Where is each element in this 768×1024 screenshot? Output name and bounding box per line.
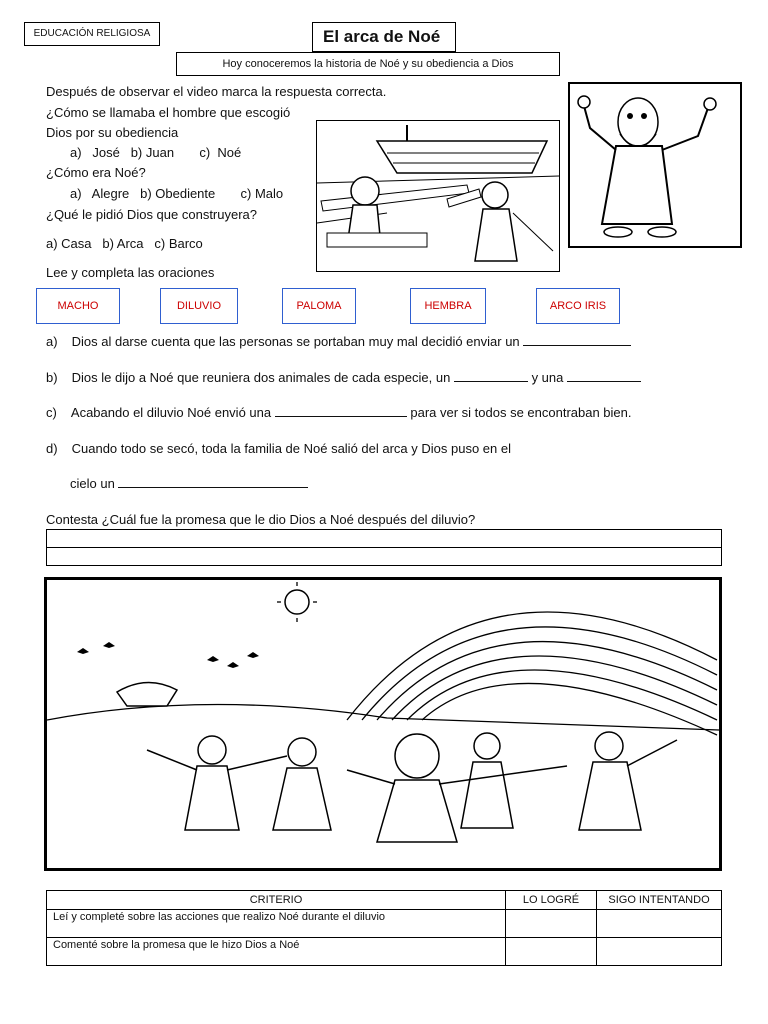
question-2: ¿Cómo era Noé?: [46, 165, 146, 180]
sentence-a: [46, 334, 631, 350]
sentence-a-letter: a): [46, 334, 58, 349]
rubric-check-intentando-2[interactable]: [597, 938, 722, 966]
sentence-d-text: Cuando todo se secó, toda la familia de Noé salió del arca y Dios puso en el: [71, 441, 511, 456]
word-bank-diluvio: DILUVIO: [160, 288, 238, 324]
blank-c[interactable]: [275, 405, 407, 417]
rubric-criterion-1: Leí y completé sobre las acciones que realizo Noé durante el diluvio: [47, 910, 506, 938]
ark-building-drawing: [317, 121, 560, 272]
subject-label: EDUCACIÓN RELIGIOSA: [24, 22, 160, 46]
sentence-d-letter: d): [46, 441, 58, 456]
sentence-b-mid: y una: [531, 370, 564, 385]
blank-a[interactable]: [523, 334, 631, 346]
rubric-check-logre-1[interactable]: [506, 910, 597, 938]
sentence-d: [46, 441, 511, 457]
blank-b-1[interactable]: [454, 370, 528, 382]
question-3: ¿Qué le pidió Dios que construyera?: [46, 207, 258, 222]
rubric-table: [46, 890, 722, 966]
page-title: El arca de Noé: [312, 22, 456, 52]
word-bank-arco-iris: ARCO IRIS: [536, 288, 620, 324]
question-2-options: a) Alegre b) Obediente c) Malo: [70, 186, 284, 201]
sentence-c-pre: Acabando el diluvio Noé envió una: [70, 405, 272, 420]
sentence-b-text: Dios le dijo a Noé que reuniera dos animales de cada especie, un: [71, 370, 451, 385]
sentence-d-cont: cielo un: [70, 476, 115, 491]
noah-illustration: [568, 82, 742, 248]
answer-line-1[interactable]: [46, 529, 722, 548]
sentence-c: [46, 405, 632, 421]
sentence-d-continuation: [70, 476, 308, 492]
word-bank-paloma: PALOMA: [282, 288, 356, 324]
question-1-options: a) José b) Juan c) Noé: [70, 145, 242, 160]
rubric-header-row: [47, 891, 722, 910]
quiz-instruction: Después de observar el video marca la respuesta correcta.: [46, 84, 387, 99]
complete-instruction: Lee y completa las oraciones: [46, 265, 215, 280]
sentence-b: [46, 370, 641, 386]
noah-drawing: [570, 84, 740, 246]
sentence-a-text: Dios al darse cuenta que las personas se portaban muy mal decidió enviar un: [71, 334, 520, 349]
rubric-check-intentando-1[interactable]: [597, 910, 722, 938]
question-3-options: a) Casa b) Arca c) Barco: [46, 236, 203, 251]
rainbow-family-illustration: [44, 577, 722, 871]
blank-d[interactable]: [118, 476, 308, 488]
rubric-row: [47, 938, 722, 966]
sentence-b-letter: b): [46, 370, 58, 385]
rubric-row: [47, 910, 722, 938]
word-bank-macho: MACHO: [36, 288, 120, 324]
rubric-check-logre-2[interactable]: [506, 938, 597, 966]
rubric-criterion-2: Comenté sobre la promesa que le hizo Dios a Noé: [47, 938, 506, 966]
sentence-c-letter: c): [46, 405, 57, 420]
rubric-header-lo-logre: LO LOGRÉ: [506, 891, 597, 910]
rubric-header-sigo-intentando: SIGO INTENTANDO: [597, 891, 722, 910]
question-1-line-2: Dios por su obediencia: [46, 125, 179, 140]
sentence-c-post: para ver si todos se encontraban bien.: [410, 405, 632, 420]
promise-question: Contesta ¿Cuál fue la promesa que le dio Dios a Noé después del diluvio?: [46, 512, 476, 527]
word-bank-hembra: HEMBRA: [410, 288, 486, 324]
rubric-header-criterio: CRITERIO: [47, 891, 506, 910]
intro-banner: Hoy conoceremos la historia de Noé y su obediencia a Dios: [176, 52, 560, 76]
blank-b-2[interactable]: [567, 370, 641, 382]
ark-building-illustration: [316, 120, 560, 272]
answer-line-2[interactable]: [46, 547, 722, 566]
rainbow-family-drawing: [47, 580, 719, 868]
question-1-line-1: ¿Cómo se llamaba el hombre que escogió: [46, 105, 291, 120]
